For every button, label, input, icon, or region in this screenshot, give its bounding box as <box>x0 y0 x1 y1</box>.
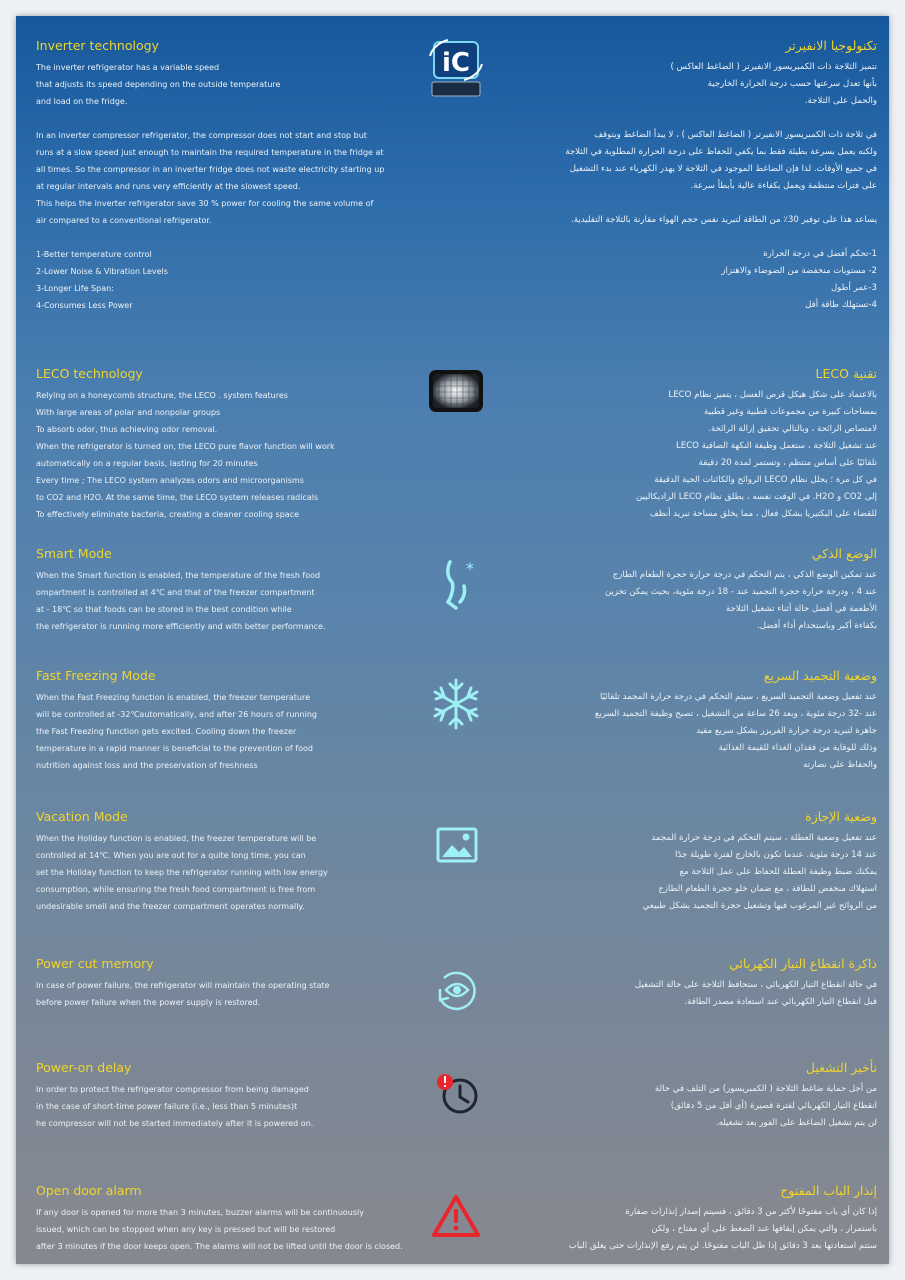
arabic-column <box>487 956 877 1011</box>
body-line-en: issued, which can be stopped when any key is pressed but will be restored <box>36 1225 336 1234</box>
body-line-ar: في كل مرة ؛ يحلل نظام LECO الروائح والكائنات الحية الدقيقة <box>654 475 877 485</box>
section-title-en: LECO technology <box>36 366 143 381</box>
body-line-ar: استهلاك منخفض للطاقة ، مع ضمان خلو حجرة الطعام الطازج <box>658 884 877 894</box>
inverter-logo-icon <box>426 38 486 98</box>
body-line-ar: عند 4 ، ودرجة حرارة حجرة التجميد عند - 18 درجة مئوية، بحيث يمكن تخزين <box>604 587 877 597</box>
body-line-en: consumption, while ensuring the fresh food compartment is free from <box>36 885 316 894</box>
body-line-en: runs at a slow speed just enough to maintain the required temperature in the fridge at <box>36 148 384 157</box>
body-line-ar: قبل انقطاع التيار الكهربائي عند استعادة مصدر الطاقة. <box>684 997 877 1007</box>
body-line-en: The inverter refrigerator has a variable speed <box>36 63 220 72</box>
body-line-en: 4-Consumes Less Power <box>36 301 133 310</box>
body-line-en: 1-Better temperature control <box>36 250 152 259</box>
body-line-ar: 4-تستهلك طاقة أقل <box>805 300 877 310</box>
body-line-ar: تتميز الثلاجة ذات الكمبريسور الانفيرتر ( الضاغط العاكس ) <box>670 62 877 72</box>
body-line-ar <box>487 195 877 212</box>
body-line-ar <box>487 110 877 127</box>
body-line-en: temperature in a rapid manner is beneficial to the prevention of food <box>36 744 313 753</box>
body-line-ar: انقطاع التيار الكهربائي لفترة قصيرة (أي أقل من 5 دقائق) <box>670 1101 877 1111</box>
body-line-ar: على فترات منتظمة ويعمل بكفاءة عالية بأبطأ سرعة. <box>690 181 877 191</box>
body-line-ar: بالاعتماد على شكل هيكل قرص العسل ، يتميز نظام LECO <box>668 390 877 400</box>
body-line-ar: 2- مستويات منخفضة من الضوضاء والاهتزاز <box>721 266 877 276</box>
body-line-en: In an inverter compressor refrigerator, the compressor does not start and stop but <box>36 131 367 140</box>
arabic-column <box>487 668 877 774</box>
svg-text:iC: iC <box>442 48 470 78</box>
arabic-column <box>487 546 877 635</box>
body-line-ar: عند تفعيل وضعية التجميد السريع ، سيتم التحكم في درجة حرارة المجمد تلقائيًا <box>600 692 877 702</box>
body-line-ar: عند 14 درجة مئوية. عندما تكون بالخارج لفترة طويلة جدًا <box>675 850 877 860</box>
body-line-ar: 3-عمر أطول <box>830 283 877 293</box>
english-column <box>36 956 416 1011</box>
body-line-ar: بكفاءة أكبر وباستخدام أداء أفضل. <box>757 621 877 631</box>
english-column <box>36 546 416 635</box>
body-line-en: Every time ; The LECO system analyzes odors and microorganisms <box>36 476 304 485</box>
body-line-ar: بمساحات كبيرة من مجموعات قطبية وغير قطبية <box>704 407 877 417</box>
body-line-en: When the Fast Freezing function is enabled, the freezer temperature <box>36 693 311 702</box>
body-line-ar: عند تشغيل الثلاجة ، ستعمل وظيفة النكهة الصافية LECO <box>675 441 877 451</box>
body-line-en: and load on the fridge. <box>36 97 128 106</box>
body-line-ar: من أجل حماية ضاغط الثلاجة ( الكمبريسور) من التلف في حالة <box>654 1084 877 1094</box>
body-line-en: he compressor will not be started immediately after it is powered on. <box>36 1119 314 1128</box>
clock-alert-icon <box>426 1064 486 1124</box>
body-line-ar: ولكنه يعمل بسرعة بطيئة فقط بما يكفي للحفاظ على درجة الحرارة المطلوبة في الثلاجة <box>565 147 877 157</box>
body-line-ar: في حالة انقطاع التيار الكهربائي ، ستحافظ الثلاجة على حالة التشغيل <box>634 980 877 990</box>
body-line-en: In case of power failure, the refrigerator will maintain the operating state <box>36 981 330 990</box>
body-line-en: controlled at 14℃. When you are out for a quite long time, you can <box>36 851 306 860</box>
arabic-column <box>487 366 877 523</box>
body-line-en: 2-Lower Noise & Vibration Levels <box>36 267 168 276</box>
body-line-ar: لامتصاص الرائحة ، وبالتالي تحقيق إزالة الرائحة. <box>708 424 877 434</box>
body-line-en: before power failure when the power supply is restored. <box>36 998 261 1007</box>
section-title-en: Smart Mode <box>36 546 112 561</box>
section-title-ar: إنذار الباب المفتوح <box>780 1183 877 1198</box>
body-line-en: automatically on a regular basis, lasting for 20 minutes <box>36 459 258 468</box>
body-line-en: If any door is opened for more than 3 minutes, buzzer alarms will be continuously <box>36 1208 364 1217</box>
body-line-ar: وذلك للوقاية من فقدان الغذاء للقيمة الغذائية <box>718 743 877 753</box>
warning-triangle-icon <box>426 1187 486 1247</box>
english-column <box>36 1183 416 1255</box>
body-line-en: in the case of short-time power failure (i.e., less than 5 minutes)t <box>36 1102 298 1111</box>
smart-hand-icon <box>426 552 486 612</box>
body-line-en: When the Smart function is enabled, the temperature of the fresh food <box>36 571 321 580</box>
section-title-en: Vacation Mode <box>36 809 128 824</box>
body-line-ar: والحمل على الثلاجة. <box>804 96 877 106</box>
section-title-en: Power-on delay <box>36 1060 132 1075</box>
section-title-en: Inverter technology <box>36 38 159 53</box>
body-line-en: When the Holiday function is enabled, the freezer temperature will be <box>36 834 317 843</box>
body-line-ar: يساعد هذا على توفير 30٪ من الطاقة لتبريد نفس حجم الهواء مقارنة بالثلاجة التقليدية. <box>571 215 877 225</box>
body-line-en: When the refrigerator is turned on, the LECO pure flavor function will work <box>36 442 335 451</box>
section-title-ar: تأخير التشغيل <box>805 1060 877 1075</box>
arabic-column <box>487 809 877 915</box>
section-title-ar: تكنولوجيا الانفيرتر <box>785 38 877 53</box>
body-line-en: nutrition against loss and the preservation of freshness <box>36 761 258 770</box>
body-line-ar: الأطعمة في أفضل حالة أثناء تشغيل الثلاجة <box>725 604 877 614</box>
body-line-en: at - 18℃ so that foods can be stored in the best condition while <box>36 605 292 614</box>
english-column <box>36 38 416 314</box>
arabic-column <box>487 1060 877 1132</box>
arabic-column <box>487 1183 877 1255</box>
section-title-en: Open door alarm <box>36 1183 142 1198</box>
section-title-en: Power cut memory <box>36 956 154 971</box>
svg-text:*: * <box>466 559 474 578</box>
section-title-ar: وضعية الإجازة <box>805 809 877 824</box>
body-line-ar: 1-تحكم أفضل في درجة الحرارة <box>763 249 877 259</box>
body-line-ar: لن يتم تشغيل الضاغط على الفور بعد تشغيله. <box>715 1118 877 1128</box>
body-line-en: This helps the inverter refrigerator save 30 % power for cooling the same volume of <box>36 199 374 208</box>
body-line-en <box>36 110 416 127</box>
english-column <box>36 366 416 523</box>
body-line-en: the Fast Freezing function gets excited. Cooling down the freezer <box>36 727 297 736</box>
section-title-en: Fast Freezing Mode <box>36 668 156 683</box>
picture-icon <box>426 817 486 877</box>
body-line-en: after 3 minutes if the door keeps open. The alarms will not be lifted until the door is closed. <box>36 1242 403 1251</box>
body-line-en: air compared to a conventional refrigerator. <box>36 216 212 225</box>
body-line-ar: للقضاء على البكتيريا بشكل فعال ، مما يخلق مساحة تبريد أنظف <box>649 509 877 519</box>
body-line-en: ompartment is controlled at 4℃ and that of the freezer compartment <box>36 588 315 597</box>
body-line-ar: في جميع الأوقات. لذا فإن الضاغط الموجود في الثلاجة لا يهدر الكهرباء عند بدء التشغيل <box>569 164 877 174</box>
body-line-en: at regular intervals and runs very efficiently at the slowest speed. <box>36 182 301 191</box>
body-line-ar: عند -32 درجة مئوية ، وبعد 26 ساعة من التشغيل ، تصبح وظيفة التجميد السريع <box>594 709 877 719</box>
body-line-ar: باستمرار ، والتي يمكن إيقافها عند الضغط على أي مفتاح ، ولكن <box>651 1224 877 1234</box>
feature-sheet <box>16 16 889 1264</box>
body-line-ar: من الروائح غير المرغوب فيها وتشغيل حجرة التجميد بشكل طبيعي <box>642 901 877 911</box>
body-line-ar: ستتم استعادتها بعد 3 دقائق إذا ظل الباب مفتوحًا. لن يتم رفع الإنذارات حتى يغلق الباب <box>568 1241 877 1251</box>
body-line-ar: إذا كان أي باب مفتوحًا لأكثر من 3 دقائق ، فسيتم إصدار إنذارات صفارة <box>625 1207 877 1217</box>
snowflake-icon <box>426 674 486 734</box>
body-line-ar: جاهزة لتبريد درجة حرارة الفريزر بشكل سريع مفيد <box>696 726 877 736</box>
body-line-en: To effectively eliminate bacteria, creating a cleaner cooling space <box>36 510 300 519</box>
arabic-column <box>487 38 877 314</box>
eye-refresh-icon <box>426 960 486 1020</box>
body-line-en: to CO2 and H2O. At the same time, the LECO system releases radicals <box>36 493 319 502</box>
english-column <box>36 809 416 915</box>
english-column <box>36 1060 416 1132</box>
body-line-ar: عند تمكين الوضع الذكي ، يتم التحكم في درجة حرارة حجرة الطعام الطازج <box>612 570 877 580</box>
body-line-ar: بأنها تعدل سرعتها حسب درجة الحرارة الخارجية <box>707 79 877 89</box>
body-line-en: 3-Longer Life Span: <box>36 284 114 293</box>
body-line-en <box>36 229 416 246</box>
body-line-en: In order to protect the refrigerator compressor from being damaged <box>36 1085 309 1094</box>
body-line-en: With large areas of polar and nonpolar groups <box>36 408 221 417</box>
body-line-en: all times. So the compressor in an inverter fridge does not waste electricity starting up <box>36 165 385 174</box>
body-line-en: the refrigerator is running more efficiently and with better performance. <box>36 622 326 631</box>
body-line-ar: إلى CO2 و H2O. في الوقت نفسه ، يطلق نظام LECO الراديكاليين <box>636 492 877 502</box>
body-line-en: that adjusts its speed depending on the outside temperature <box>36 80 281 89</box>
body-line-en: To absorb odor, thus achieving odor removal. <box>36 425 218 434</box>
section-title-ar: تقنية LECO <box>815 366 877 381</box>
body-line-ar: تلقائيًا على أساس منتظم ، وتستمر لمدة 20 دقيقة <box>698 458 877 468</box>
body-line-en: will be controlled at -32℃automatically, and after 26 hours of running <box>36 710 317 719</box>
body-line-ar: يمكنك ضبط وظيفة العطلة للحفاظ على عمل الثلاجة مع <box>679 867 877 877</box>
section-title-ar: الوضع الذكي <box>811 546 877 561</box>
body-line-en: undesirable smell and the freezer compartment operates normally. <box>36 902 305 911</box>
section-title-ar: وضعية التجميد السريع <box>763 668 877 683</box>
leco-filter-icon <box>426 368 486 428</box>
body-line-ar: عند تفعيل وضعية العطلة ، سيتم التحكم في درجة حرارة المجمد <box>651 833 877 843</box>
section-title-ar: ذاكرة انقطاع التيار الكهربائي <box>729 956 877 971</box>
body-line-ar <box>487 229 877 246</box>
body-line-en: set the Holiday function to keep the refrigerator running with low energy <box>36 868 328 877</box>
english-column <box>36 668 416 774</box>
body-line-ar: في ثلاجة ذات الكمبريسور الانفيرتر ( الضاغط العاكس ) ، لا يبدأ الضاغط ويتوقف <box>594 130 877 140</box>
body-line-en: Relying on a honeycomb structure, the LECO . system features <box>36 391 288 400</box>
body-line-ar: والحفاظ على نضارته <box>803 760 877 770</box>
